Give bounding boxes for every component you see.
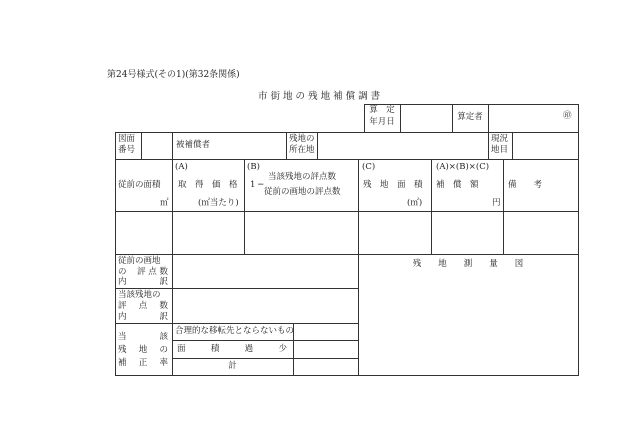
document-title: 市 街 地 の 残 地 補 償 調 書: [258, 91, 381, 102]
prev-area-unit: ㎡: [160, 198, 169, 208]
column-a-label: (A): [175, 162, 188, 172]
form-number: 第24号様式(その1)(第32条関係): [107, 70, 240, 80]
area-shortage-label: 面 積 過 少: [177, 344, 287, 354]
column-b-denominator: 従前の画地の評点数: [264, 187, 341, 197]
remnant-score-label-1: 当該残地の: [118, 290, 161, 300]
column-c-label: (C): [362, 162, 376, 172]
column-b-numerator: 当該残地の評点数: [268, 172, 337, 182]
remarks-label: 備 考: [508, 180, 543, 190]
column-b-prefix: 1 ─: [250, 180, 264, 190]
map-number-label-2: 番号: [118, 145, 136, 155]
calc-date-label-2: 年月日: [369, 117, 395, 127]
remnant-score-label-3: 内 訳: [118, 312, 168, 322]
acquisition-price-unit: (㎡当たり): [198, 198, 239, 208]
survey-map-label: 残 地 測 量 図: [412, 259, 524, 269]
no-relocation-label: 合理的な移転先とならないもの: [175, 326, 295, 336]
compensated-person-label: 被補償者: [176, 140, 211, 150]
correction-rate-label-2: 残 地 の: [118, 345, 168, 355]
prev-lot-score-label-3: 内 訳: [118, 277, 168, 287]
column-b-label: (B): [247, 162, 260, 172]
compensation-unit: 円: [492, 198, 501, 208]
calc-date-label-1: 算 定: [369, 105, 395, 115]
map-number-label-1: 図面: [118, 134, 136, 144]
remnant-location-label-2: 所在地: [289, 145, 315, 155]
remnant-score-label-2: 評 点 数: [118, 301, 168, 311]
total-label: 計: [228, 361, 237, 371]
current-category-label-2: 地目: [491, 145, 509, 155]
remnant-area-label: 残 地 面 積: [363, 180, 423, 190]
compensation-label: 補 償 額: [436, 180, 479, 190]
acquisition-price-label: 取 得 価 格: [178, 180, 238, 190]
correction-rate-label-1: 当 該: [118, 332, 168, 342]
remnant-area-unit: (㎡): [407, 198, 423, 208]
remnant-location-label-1: 残地の: [289, 134, 315, 144]
calculator-label: 算定者: [457, 112, 483, 122]
current-category-label-1: 現況: [491, 134, 509, 144]
prev-area-label: 従前の面積: [118, 180, 161, 190]
seal-mark: ㊞: [563, 111, 572, 121]
formula-label: (A)×(B)×(C): [436, 162, 490, 172]
prev-lot-score-label-1: 従前の画地: [118, 256, 161, 266]
prev-lot-score-label-2: の 評 点 数: [118, 267, 168, 277]
correction-rate-label-3: 補 正 率: [118, 358, 168, 368]
